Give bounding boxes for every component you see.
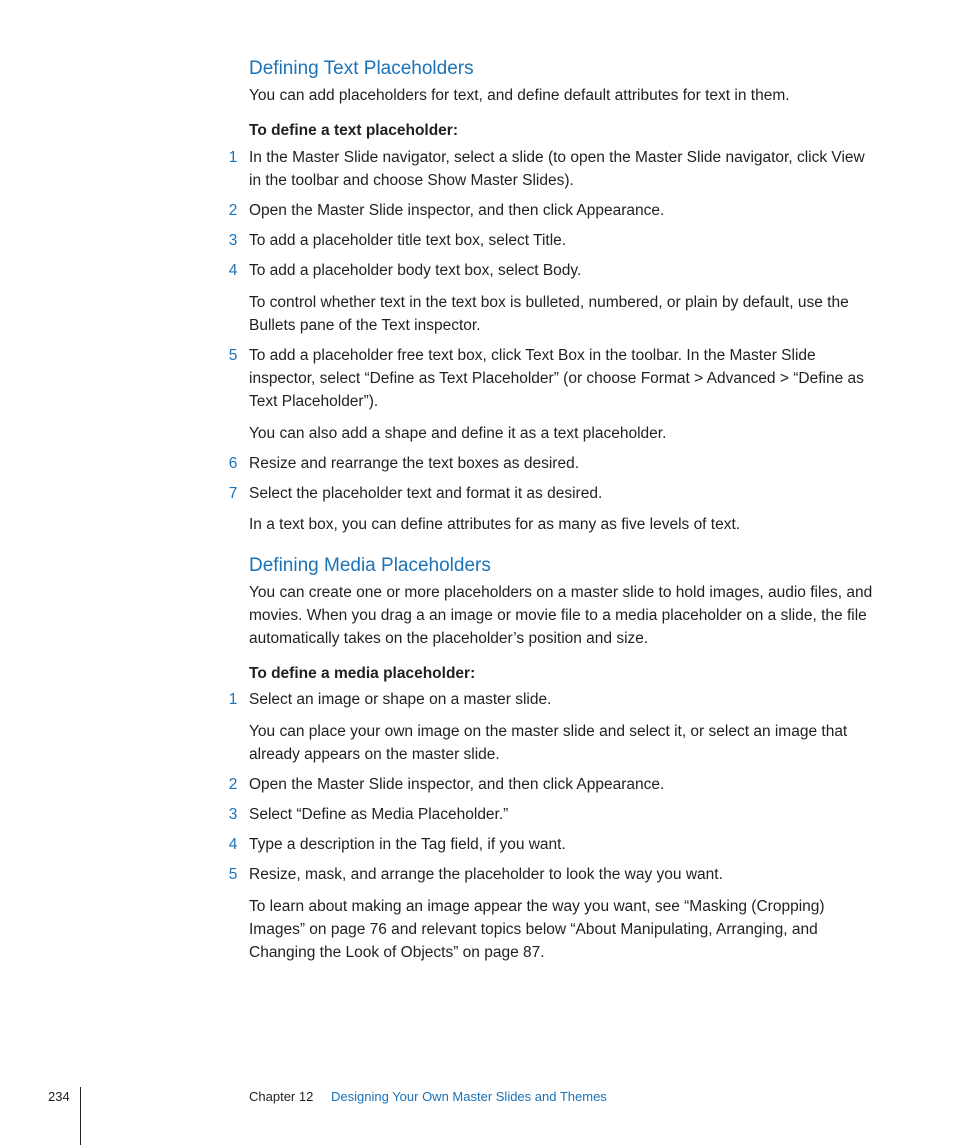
step-text: Select “Define as Media Placeholder.” [249,806,509,823]
step-text: Open the Master Slide inspector, and then click Appearance. [249,202,665,219]
step-number: 3 [228,232,238,249]
step-note: To control whether text in the text box is bulleted, numbered, or plain by default, use the Bullets pane of the Text inspector. [249,294,849,334]
page-number: 234 [48,1089,70,1104]
footer-divider [80,1087,81,1145]
section-title-media-placeholders: Defining Media Placeholders [249,555,491,576]
step-text: Select the placeholder text and format it as desired. [249,485,603,502]
section-intro: You can add placeholders for text, and define default attributes for text in them. [249,87,790,104]
step-text: To add a placeholder free text box, click Text Box in the toolbar. In the Master Slide inspector, select “Define as Text Placeholder” (or choose Format > Advanced > “Define as Text Placeholder”). [249,347,864,410]
step-number: 4 [228,262,238,279]
step-note: In a text box, you can define attributes for as many as five levels of text. [249,516,741,533]
step-text: Open the Master Slide inspector, and then click Appearance. [249,776,665,793]
step-number: 2 [228,202,238,219]
step-text: Resize, mask, and arrange the placeholder to look the way you want. [249,866,723,883]
step-text: To add a placeholder title text box, select Title. [249,232,567,249]
step-number: 1 [228,149,238,166]
step-number: 5 [228,347,238,364]
step-number: 5 [228,866,238,883]
section-intro: You can create one or more placeholders on a master slide to hold images, audio files, and movies. When you drag a an image or movie file to a media placeholder on a slide, the file automatically takes on the placeholder’s position and size. [249,584,873,647]
step-text: Select an image or shape on a master slide. [249,691,552,708]
step-number: 2 [228,776,238,793]
section-title-text-placeholders: Defining Text Placeholders [249,58,474,79]
step-note: To learn about making an image appear the way you want, see “Masking (Cropping) Images” on page 76 and relevant topics below “About Manipulating, Arranging, and Changing the Look of Objects” on page 87. [249,898,825,961]
chapter-title: Designing Your Own Master Slides and Themes [331,1089,607,1104]
step-note: You can also add a shape and define it as a text placeholder. [249,425,667,442]
step-text: To add a placeholder body text box, select Body. [249,262,582,279]
step-number: 6 [228,455,238,472]
step-number: 3 [228,806,238,823]
step-number: 4 [228,836,238,853]
step-number: 7 [228,485,238,502]
step-number: 1 [228,691,238,708]
step-text: Type a description in the Tag field, if you want. [249,836,566,853]
step-text: In the Master Slide navigator, select a slide (to open the Master Slide navigator, click View in the toolbar and choose Show Master Slides). [249,149,865,189]
task-heading: To define a text placeholder: [249,122,459,139]
chapter-label: Chapter 12 [249,1089,314,1104]
step-text: Resize and rearrange the text boxes as desired. [249,455,579,472]
step-note: You can place your own image on the master slide and select it, or select an image that already appears on the master slide. [249,723,848,763]
task-heading: To define a media placeholder: [249,665,476,682]
